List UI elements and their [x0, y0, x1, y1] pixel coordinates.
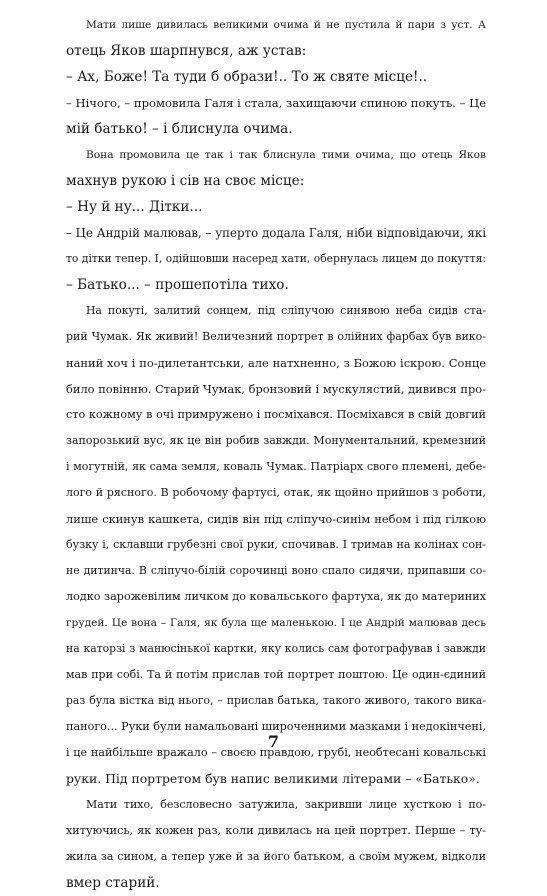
text-line: запорозький вус, як це він робив завжди. Монументальний, кремезний [66, 434, 486, 447]
text-line: Вона промовила це так і так блиснула тими очима, що отець Яков [86, 149, 486, 161]
body-text [66, 12, 486, 896]
page-number: 7 [267, 732, 280, 751]
text-line: паного... Руки були намальовані широченними мазками і недокінчені, [66, 720, 486, 733]
text-line: лого й рясного. В робочому фартусі, отак, як щойно прийшов з роботи, [66, 486, 486, 499]
text-line: отець Яков шарпнувся, аж устав: [66, 43, 307, 59]
text-line: – Це Андрій малював, – уперто додала Галя, ніби відповідаючи, які [66, 226, 486, 240]
text-line: на каторзі з манюсінької картки, яку колись сам фотографував і завжди [66, 642, 486, 655]
text-line: і це найбільше вражало – своєю правдою, грубі, необтесані ковальські [66, 746, 486, 759]
text-line: Мати тихо, безсловесно затужила, закривши лице хусткою і по- [86, 798, 486, 811]
text-line: і могутній, як сама земля, коваль Чумак. Патріарх свого племені, дебе- [66, 460, 486, 473]
text-line: – Ах, Боже! Та туди б образи!.. То ж святе місце!.. [66, 69, 428, 85]
text-line: лодко зарожевілим личком до ковальського фартуха, як до материних [66, 590, 486, 603]
text-line: не дитинча. В сліпучо-білій сорочинці воно спало сидячи, припавши со- [66, 564, 486, 577]
text-line: то дітки тепер. І, одійшовши насеред хати, обернулась лицем до покуття: [66, 252, 486, 265]
text-line: махнув рукою і сів на своє місце: [66, 173, 305, 189]
text-line: вмер старий. [66, 875, 160, 891]
text-line: Мати лише дивилась великими очима й не пустила й пари з уст. А [86, 19, 486, 31]
text-line: грудей. Це вона – Галя, як була ще маленькою. І це Андрій малював десь [66, 617, 486, 629]
text-line: раз була вістка від нього, – прислав батька, такого живого, такого вика- [66, 694, 486, 707]
text-line: – Ну й ну... Дітки... [66, 199, 203, 215]
text-line: сто кожному в очі примружено і посміхався. Посміхався в свій довгий [66, 408, 486, 421]
text-line: жила за сином, а тепер уже й за його батьком, а своїм мужем, відколи [66, 850, 486, 863]
text-line: било повінню. Старий Чумак, бронзовий і мускулястий, дивився про- [66, 382, 486, 396]
text-line: мій батько! – і блиснула очима. [66, 121, 293, 137]
text-line: рий Чумак. Як живий! Величезний портрет в олійних фарбах був вико- [66, 330, 486, 343]
text-line: руки. Під портретом був напис великими літерами – «Батько». [66, 771, 480, 786]
text-line: хитуючись, як кожен раз, коли дивилась на цей портрет. Перше – ту- [66, 824, 486, 837]
text-line: лише скинув кашкета, сидів він під сліпучо-синім небом і під гілкою [66, 512, 486, 526]
text-line: – Нічого, – промовила Галя і стала, захищаючи спиною покуть. – Це [66, 96, 487, 110]
text-line: – Батько... – прошепотіла тихо. [66, 277, 289, 293]
text-line: наний хоч і по-дилетантськи, але натхненно, з Божою іскрою. Сонце [66, 356, 486, 370]
text-line: бузку і, склавши грубезні свої руки, спочивав. І тримав на колінах сон- [66, 538, 486, 551]
text-line: На покуті, залитий сонцем, під сліпучою синявою неба сидів ста- [86, 304, 486, 317]
text-line: мав при собі. Та й потім прислав той портрет поштою. Це один-єдиний [66, 668, 486, 681]
